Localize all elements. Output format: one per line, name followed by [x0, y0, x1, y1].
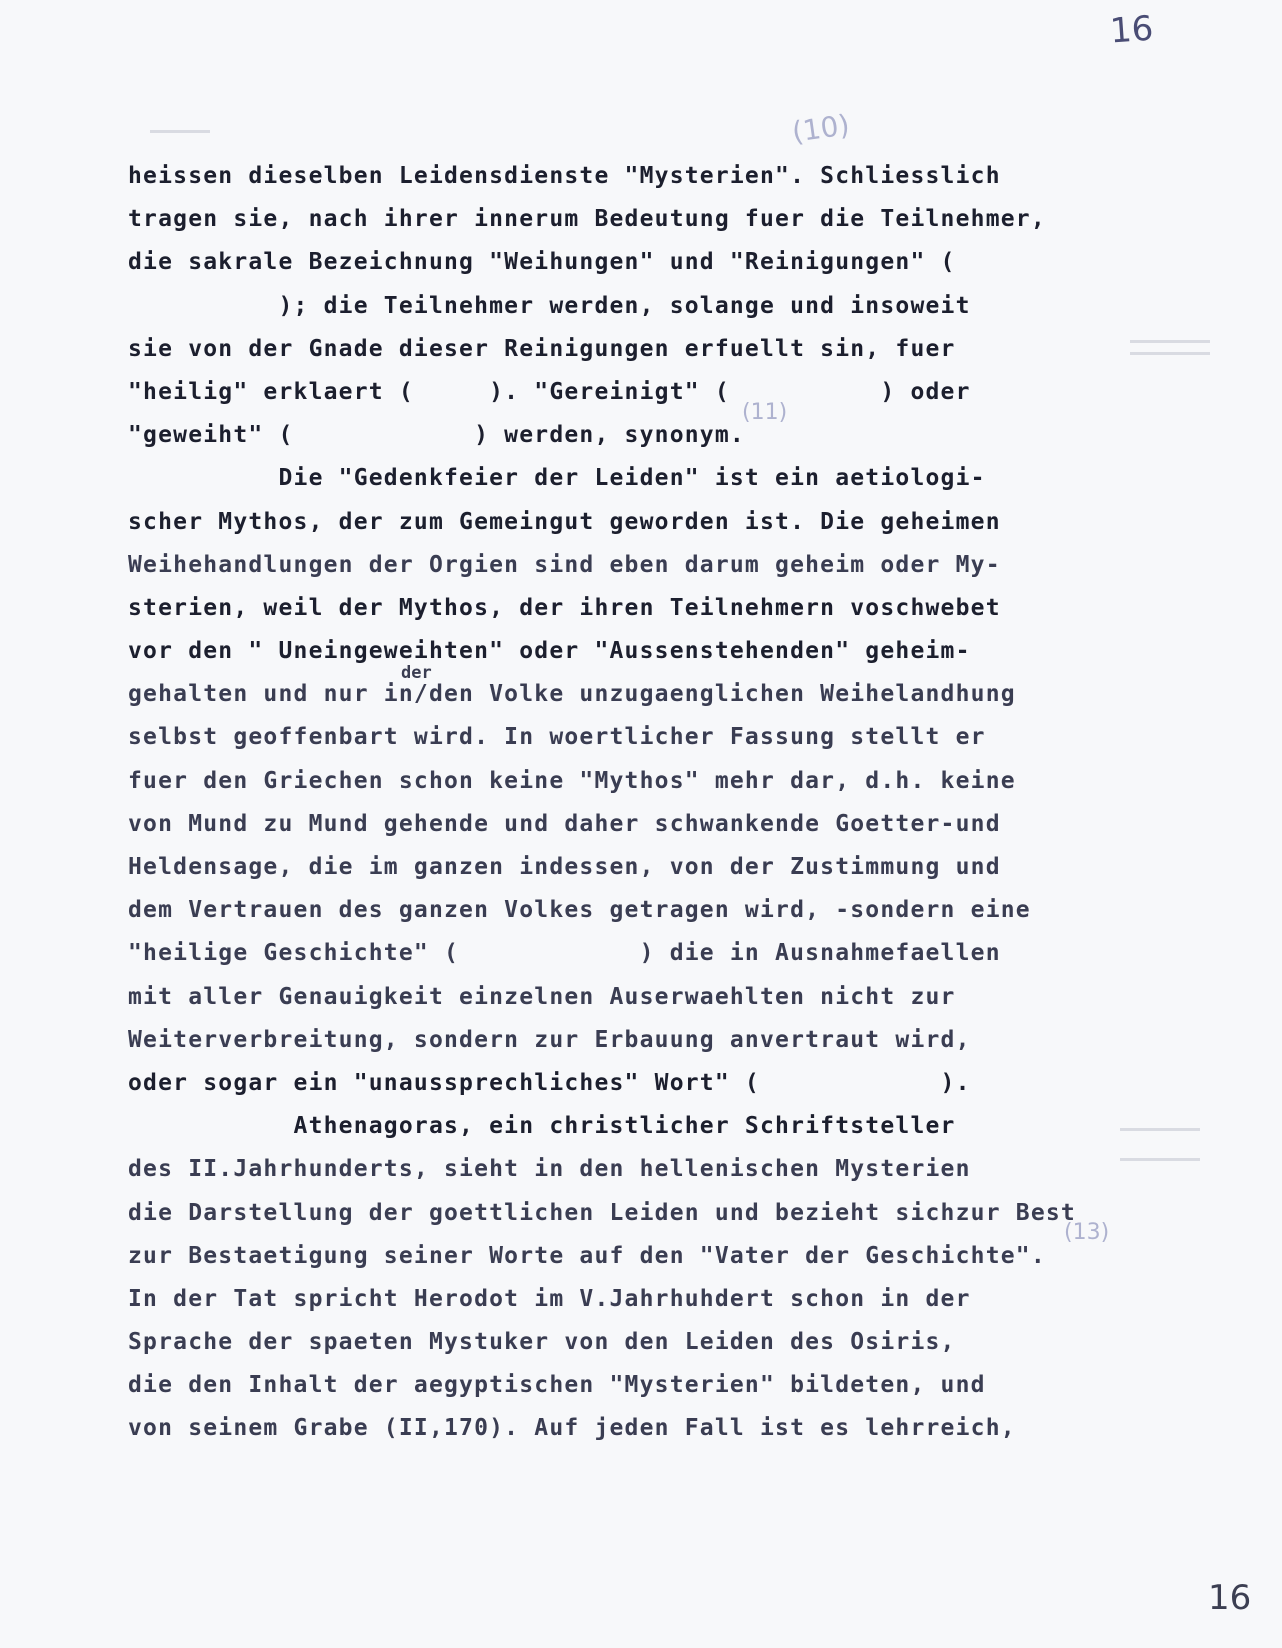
text-line: scher Mythos, der zum Gemeingut geworden ist. Die geheimen [128, 508, 1001, 535]
text-line: von Mund zu Mund gehende und daher schwankende Goetter-und [128, 810, 1001, 837]
text-line: selbst geoffenbart wird. In woertlicher Fassung stellt er [128, 724, 986, 751]
text-line: Weiterverbreitung, sondern zur Erbauung anvertraut wird, [128, 1026, 971, 1053]
text-line: heissen dieselben Leidensdienste "Mysterien". Schliesslich [128, 163, 1001, 189]
margin-rule [150, 130, 210, 133]
text-line: des II.Jahrhunderts, sieht in den hellenischen Mysterien [128, 1156, 971, 1183]
text-line: mit aller Genauigkeit einzelnen Auserwaehlten nicht zur [128, 983, 956, 1010]
text-line: gehalten und nur in/den Volke unzugaenglichen Weihelandhung [128, 681, 1016, 708]
text-line: die sakrale Bezeichnung "Weihungen" und "Reinigungen" ( [128, 249, 956, 276]
text-line: oder sogar ein "unaussprechliches" Wort" ( ). [128, 1069, 971, 1096]
text-line: ); die Teilnehmer werden, solange und insoweit [128, 292, 971, 319]
text-line: Die "Gedenkfeier der Leiden" ist ein aetiologi- [128, 465, 986, 492]
text-line: von seinem Grabe (II,170). Auf jeden Fall ist es lehrreich, [128, 1415, 1016, 1442]
text-line: Athenagoras, ein christlicher Schriftsteller [128, 1113, 956, 1140]
text-line: "heilige Geschichte" ( ) die in Ausnahmefaellen [128, 940, 1001, 967]
text-line: die den Inhalt der aegyptischen "Mysterien" bildeten, und [128, 1372, 986, 1399]
text-line: "heilig" erklaert ( ). "Gereinigt" ( ) oder [128, 378, 971, 405]
body-text [128, 155, 1128, 1451]
text-line: fuer den Griechen schon keine "Mythos" mehr dar, d.h. keine [128, 767, 1016, 794]
margin-rule [1120, 1158, 1200, 1161]
text-line: In der Tat spricht Herodot im V.Jahrhuhdert schon in der [128, 1285, 971, 1312]
page-number-top: 16 [1108, 8, 1155, 52]
pencil-annotation: (11) [742, 400, 788, 425]
margin-rule [1120, 1128, 1200, 1131]
text-line: sie von der Gnade dieser Reinigungen erfuellt sin, fuer [128, 335, 956, 362]
text-line: die Darstellung der goettlichen Leiden und bezieht sichzur Best [128, 1199, 1076, 1226]
text-line: Sprache der spaeten Mystuker von den Leiden des Osiris, [128, 1329, 956, 1356]
text-line: tragen sie, nach ihrer innerum Bedeutung fuer die Teilnehmer, [128, 206, 1046, 233]
text-line: dem Vertrauen des ganzen Volkes getragen wird, -sondern eine [128, 897, 1031, 924]
text-line: zur Bestaetigung seiner Worte auf den "Vater der Geschichte". [128, 1242, 1046, 1269]
text-line: sterien, weil der Mythos, der ihren Teilnehmern voschwebet [128, 594, 1001, 621]
margin-rule [1130, 352, 1210, 355]
pencil-annotation: (10) [789, 108, 852, 149]
margin-rule [1130, 340, 1210, 343]
text-line: Weihehandlungen der Orgien sind eben darum geheim oder My- [128, 551, 1001, 578]
text-line: "geweiht" ( ) werden, synonym. [128, 422, 745, 449]
page-number-bottom: 16 [1208, 1578, 1252, 1618]
text-line: vor den " Uneingeweihten" oder "Aussenstehenden" geheim- [128, 638, 971, 665]
superscript-insert: der [401, 663, 432, 683]
pencil-annotation: (13) [1064, 1220, 1110, 1245]
text-line: Heldensage, die im ganzen indessen, von der Zustimmung und [128, 854, 1001, 880]
